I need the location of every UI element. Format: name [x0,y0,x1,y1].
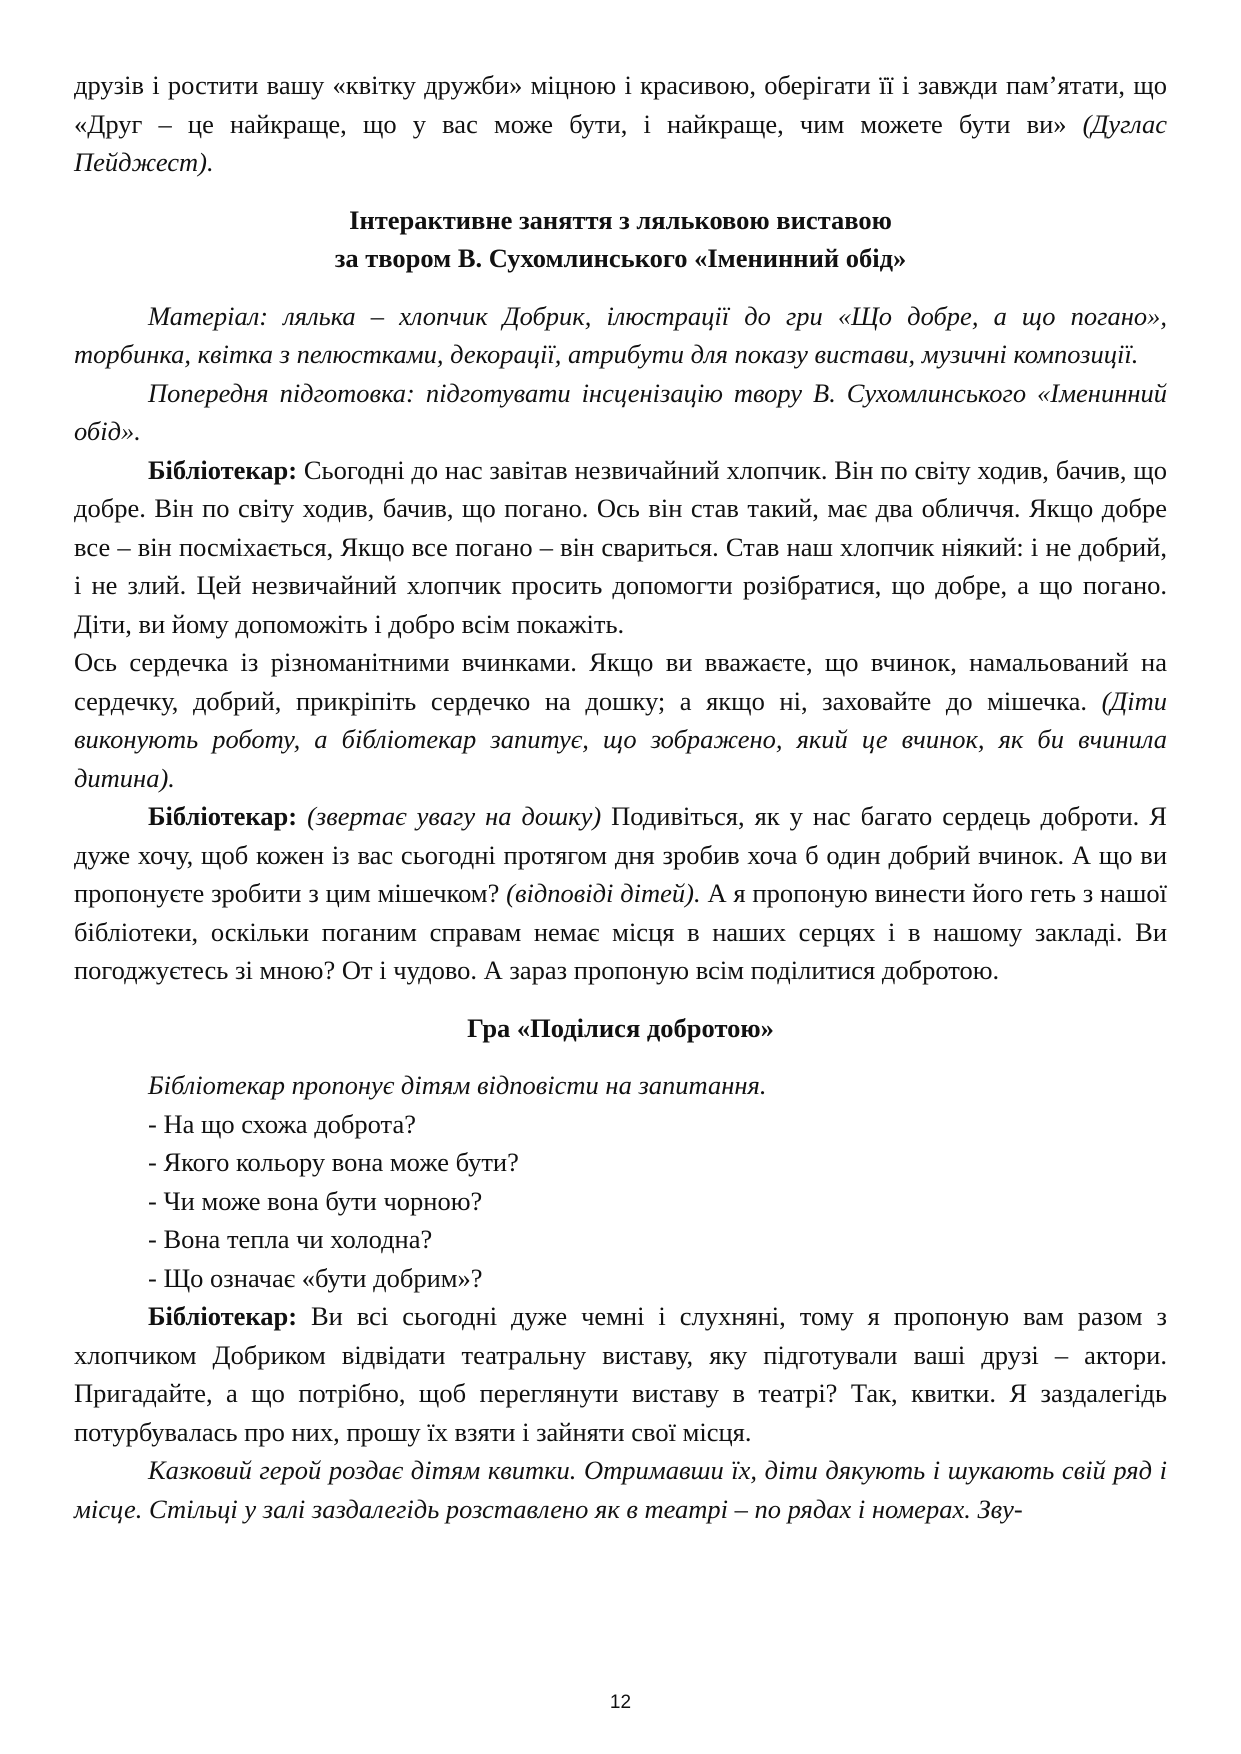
page-number: 12 [609,1692,632,1713]
materials-paragraph: Матеріал: лялька – хлопчик Добрик, ілюстрації до гри «Що добре, а що погано», торбинка, квітка з пелюстками, декорації, атрибути для показу вистави, музичні композиції. [74,300,1167,369]
paragraph-text: Ви всі сьогодні дуже чемні і слухняні, тому я пропоную вам разом з хлопчиком Добриком відвідати театральну виставу, яку підготували ваші друзі – актори. Пригадайте, а що потрібно, щоб переглянути виставу в театрі? Так, квитки. Я заздалегідь потурбувалась про них, прошу їх взяти і зайняти свої місця. [74,1301,1167,1447]
intro-paragraph [74,66,1167,182]
game-lead: Бібліотекар пропонує дітям відповісти на запитання. [148,1070,767,1100]
speaker-label: Бібліотекар: [148,1301,298,1331]
librarian-paragraph-2 [74,797,1167,990]
librarian-paragraph-1 [74,451,1167,644]
paragraph-text: А я пропоную винести його геть з нашої бібліотеки, оскільки поганим справам немає місця в наших серцях і в нашому закладі. Ви погоджуєтесь зі мною? От і чудово. А зараз пропоную всім поділитися добротою. [74,878,1167,985]
section-title-line2: за твором В. Сухомлинського «Іменинний обід» [334,243,907,273]
librarian-paragraph-3 [74,1297,1167,1451]
stage-direction: (звертає увагу на дошку) [297,801,602,831]
stage-direction: (Діти виконують роботу, а бібліотекар запитує, що зображено, який це вчинок, як би вчинила дитина). [74,685,1167,793]
paragraph-text: Ось сердечка із різноманітними вчинками. Якщо ви вважаєте, що вчинок, намальований на сердечку, добрий, прикріпіть сердечко на дошку; а якщо ні, заховайте до мішечка. [74,647,1167,716]
intro-text: друзів і ростити вашу «квітку дружби» міцною і красивою, оберігати її і завжди пам’ятати, що «Друг – це найкраще, що у вас може бути, і найкраще, чим можете бути ви» [74,70,1167,139]
paragraph-text: Сьогодні до нас завітав незвичайний хлопчик. Він по світу ходив, бачив, що добре. Він по світу ходив, бачив, що погано. Ось він став такий, має два обличчя. Якщо добре все – він посміхається, Якщо все погано – він свариться. Став наш хлопчик ніякий: і не добрий, і не злий. Цей незвичайний хлопчик просить допомогти розібратися, що добре, а що погано. Діти, ви йому допоможіть і добро всім покажіть. [74,454,1167,639]
game-title: Гра «Поділися добротою» [467,1012,774,1043]
quote-author: (Дуглас Пейджест). [74,108,1167,177]
speaker-label: Бібліотекар: [148,801,298,831]
question-item: - На що схожа доброта? [148,1108,416,1139]
question-item: - Що означає «бути добрим»? [148,1262,483,1293]
question-item: - Чи може вона бути чорною? [148,1185,483,1216]
hearts-paragraph [74,643,1167,797]
speaker-label: Бібліотекар: [148,454,298,485]
paragraph-text: Подивіться, як у нас багато сердець доброти. Я дуже хочу, щоб кожен із вас сьогодні протягом дня зробив хоча б один добрий вчинок. А що ви пропонуєте зробити з цим мішечком? [74,801,1167,908]
question-item: - Якого кольору вона може бути? [148,1147,519,1177]
preparation-paragraph: Попередня підготовка: підготувати інсценізацію твору В. Сухомлинського «Іменинний обід». [74,377,1167,446]
stage-direction: (відповіді дітей). [506,878,701,908]
question-item: - Вона тепла чи холодна? [148,1224,433,1254]
tickets-paragraph: Казковий герой роздає дітям квитки. Отримавши їх, діти дякують і шукають свій ряд і місце. Стільці у залі заздалегідь розставлено як в театрі – по рядах і номерах. Зву- [74,1455,1167,1524]
section-title-line1: Інтерактивне заняття з ляльковою виставою [349,204,892,235]
